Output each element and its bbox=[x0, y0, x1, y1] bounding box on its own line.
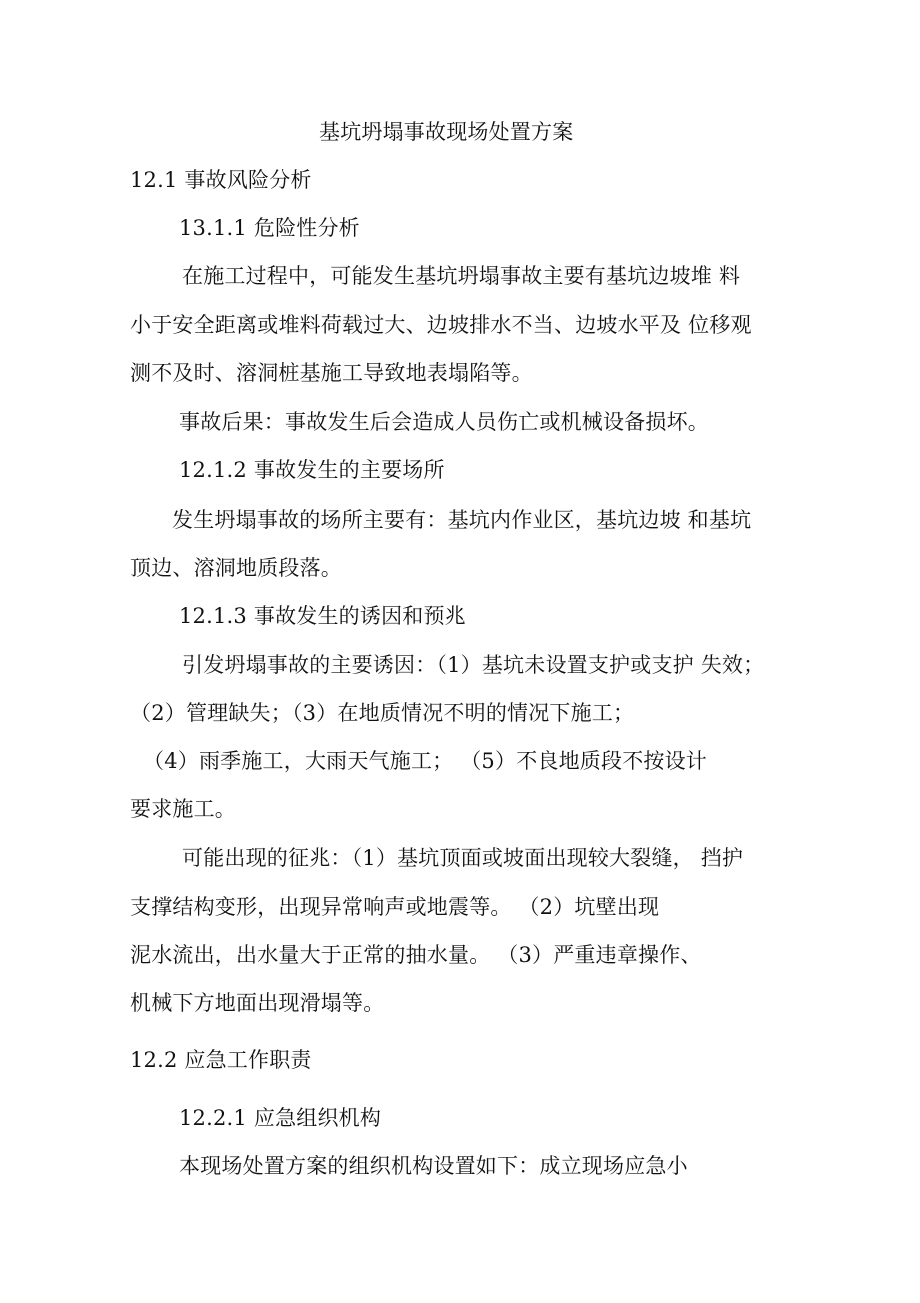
section-heading: 12.1 事故风险分析 bbox=[130, 168, 312, 192]
section-heading: 12.2 应急工作职责 bbox=[130, 1048, 312, 1072]
paragraph-line: 可能出现的征兆：（1）基坑顶面或坡面出现较大裂缝， 挡护 bbox=[182, 846, 744, 870]
paragraph-line: 小于安全距离或堆料荷载过大、边坡排水不当、边坡水平及 位移观 bbox=[130, 313, 752, 337]
paragraph-line: 发生坍塌事故的场所主要有：基坑内作业区，基坑边坡 和基坑 bbox=[172, 508, 752, 532]
paragraph-line: 机械下方地面出现滑塌等。 bbox=[130, 991, 385, 1015]
paragraph-line: （4）雨季施工，大雨天气施工； （5）不良地质段不按设计 bbox=[143, 749, 707, 773]
paragraph-line: 事故后果：事故发生后会造成人员伤亡或机械设备损坏。 bbox=[179, 410, 709, 434]
subsection-heading: 12.2.1 应急组织机构 bbox=[179, 1106, 382, 1130]
subsection-heading: 13.1.1 危险性分析 bbox=[179, 216, 360, 240]
paragraph-line: （2）管理缺失；（3）在地质情况不明的情况下施工； bbox=[130, 701, 635, 725]
document-title: 基坑坍塌事故现场处置方案 bbox=[319, 120, 574, 144]
paragraph-line: 顶边、溶洞地质段落。 bbox=[130, 556, 342, 580]
paragraph-line: 本现场处置方案的组织机构设置如下：成立现场应急小 bbox=[179, 1154, 688, 1178]
paragraph-line: 支撑结构变形，出现异常响声或地震等。 （2）坑壁出现 bbox=[130, 895, 660, 919]
subsection-heading: 12.1.2 事故发生的主要场所 bbox=[179, 458, 445, 482]
paragraph-line: 在施工过程中，可能发生基坑坍塌事故主要有基坑边坡堆 料 bbox=[182, 264, 741, 288]
subsection-heading: 12.1.3 事故发生的诱因和预兆 bbox=[179, 604, 466, 628]
paragraph-line: 泥水流出，出水量大于正常的抽水量。 （3）严重违章操作、 bbox=[130, 943, 702, 967]
paragraph-line: 引发坍塌事故的主要诱因：（1）基坑未设置支护或支护 失效； bbox=[182, 653, 765, 677]
paragraph-line: 测不及时、溶洞桩基施工导致地表塌陷等。 bbox=[130, 361, 533, 385]
paragraph-line: 要求施工。 bbox=[130, 797, 236, 821]
